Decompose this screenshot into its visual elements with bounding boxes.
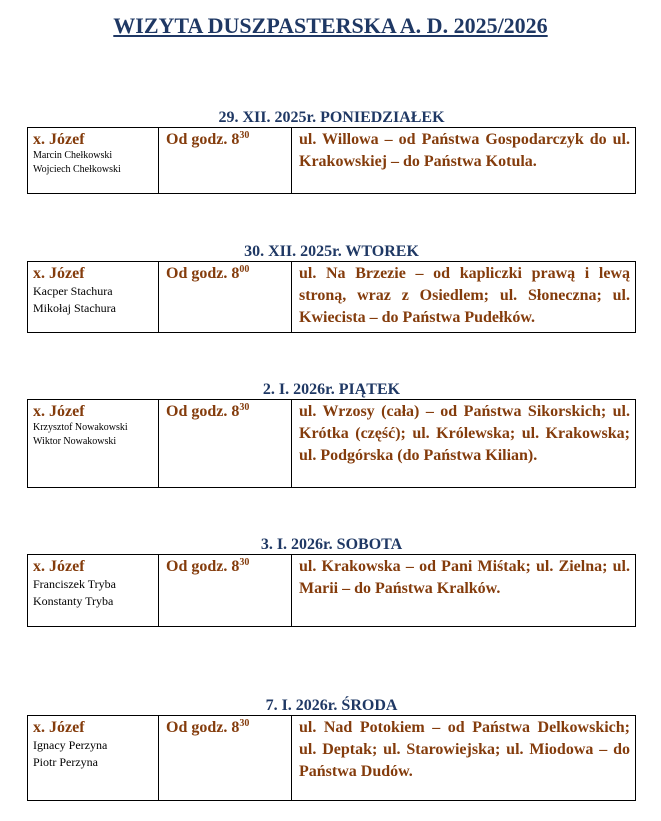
helper-name: Ignacy Perzyna bbox=[33, 738, 108, 752]
start-time-prefix: Od godz. 8 bbox=[166, 558, 240, 575]
helper-name: Piotr Perzyna bbox=[33, 755, 98, 769]
day-section bbox=[27, 535, 636, 627]
priest-name: x. Józef bbox=[33, 719, 85, 736]
time-cell bbox=[159, 128, 292, 194]
route-cell bbox=[292, 400, 636, 488]
day-header: 30. XII. 2025r. WTOREK bbox=[244, 243, 419, 260]
priest-cell bbox=[28, 716, 159, 801]
helper-name: Kacper Stachura bbox=[33, 284, 113, 298]
helper-name: Konstanty Tryba bbox=[33, 594, 114, 608]
start-time-minutes: 30 bbox=[239, 402, 250, 413]
time-cell bbox=[159, 400, 292, 488]
start-time bbox=[166, 131, 249, 148]
start-time bbox=[166, 719, 249, 736]
page-title: WIZYTA DUSZPASTERSKA A. D. 2025/2026 bbox=[113, 13, 548, 38]
visit-table bbox=[27, 127, 636, 194]
visit-table bbox=[27, 554, 636, 627]
table-row bbox=[28, 128, 636, 194]
route-text: ul. Nad Potokiem – od Państwa Delkowskich; ul. Deptak; ul. Starowiejska; ul. Miodowa – do Państwa Dudów. bbox=[299, 719, 630, 780]
route-text: ul. Willowa – od Państwa Gospodarczyk do ul. Krakowskiej – do Państwa Kotula. bbox=[299, 131, 630, 170]
day-section bbox=[27, 380, 636, 488]
priest-name: x. Józef bbox=[33, 265, 85, 282]
visit-table bbox=[27, 399, 636, 488]
priest-name: x. Józef bbox=[33, 131, 85, 148]
route-cell bbox=[292, 128, 636, 194]
priest-name: x. Józef bbox=[33, 558, 85, 575]
start-time-minutes: 30 bbox=[239, 718, 250, 729]
day-header: 2. I. 2026r. PIĄTEK bbox=[262, 381, 401, 398]
day-section bbox=[27, 242, 636, 333]
route-text: ul. Na Brzezie – od kapliczki prawą i lewą stroną, wraz z Osiedlem; ul. Słoneczna; ul. Kwiecista – do Państwa Pudełków. bbox=[299, 265, 630, 326]
start-time-minutes: 30 bbox=[239, 557, 250, 568]
route-text: ul. Krakowska – od Pani Miśtak; ul. Zielna; ul. Marii – do Państwa Kralków. bbox=[299, 558, 630, 597]
helper-name: Wojciech Chełkowski bbox=[33, 164, 121, 175]
start-time-minutes: 00 bbox=[239, 264, 250, 275]
route-text: ul. Wrzosy (cała) – od Państwa Sikorskich; ul. Krótka (część); ul. Królewska; ul. Krakowska; ul. Podgórska (do Państwa Kilian). bbox=[299, 403, 630, 464]
helper-name: Wiktor Nowakowski bbox=[33, 436, 117, 447]
visit-table bbox=[27, 715, 636, 801]
day-header: 3. I. 2026r. SOBOTA bbox=[260, 536, 403, 553]
helper-name: Marcin Chełkowski bbox=[33, 150, 113, 161]
helper-name: Franciszek Tryba bbox=[33, 577, 116, 591]
start-time-prefix: Od godz. 8 bbox=[166, 265, 240, 282]
time-cell bbox=[159, 262, 292, 333]
helper-name: Krzysztof Nowakowski bbox=[33, 422, 128, 433]
priest-cell bbox=[28, 400, 159, 488]
day-header: 7. I. 2026r. ŚRODA bbox=[265, 697, 398, 714]
priest-cell bbox=[28, 262, 159, 333]
start-time bbox=[166, 558, 249, 575]
start-time bbox=[166, 403, 249, 420]
day-header: 29. XII. 2025r. PONIEDZIAŁEK bbox=[218, 109, 445, 126]
route-cell bbox=[292, 716, 636, 801]
time-cell bbox=[159, 555, 292, 627]
start-time bbox=[166, 265, 249, 282]
day-section bbox=[27, 108, 636, 194]
route-cell bbox=[292, 262, 636, 333]
table-row bbox=[28, 400, 636, 488]
start-time-prefix: Od godz. 8 bbox=[166, 719, 240, 736]
visit-table bbox=[27, 261, 636, 333]
table-row bbox=[28, 262, 636, 333]
priest-name: x. Józef bbox=[33, 403, 85, 420]
helper-name: Mikołaj Stachura bbox=[33, 301, 116, 315]
start-time-prefix: Od godz. 8 bbox=[166, 131, 240, 148]
priest-cell bbox=[28, 128, 159, 194]
time-cell bbox=[159, 716, 292, 801]
table-row bbox=[28, 555, 636, 627]
start-time-prefix: Od godz. 8 bbox=[166, 403, 240, 420]
priest-cell bbox=[28, 555, 159, 627]
start-time-minutes: 30 bbox=[239, 130, 250, 141]
table-row bbox=[28, 716, 636, 801]
route-cell bbox=[292, 555, 636, 627]
day-section bbox=[27, 696, 636, 801]
